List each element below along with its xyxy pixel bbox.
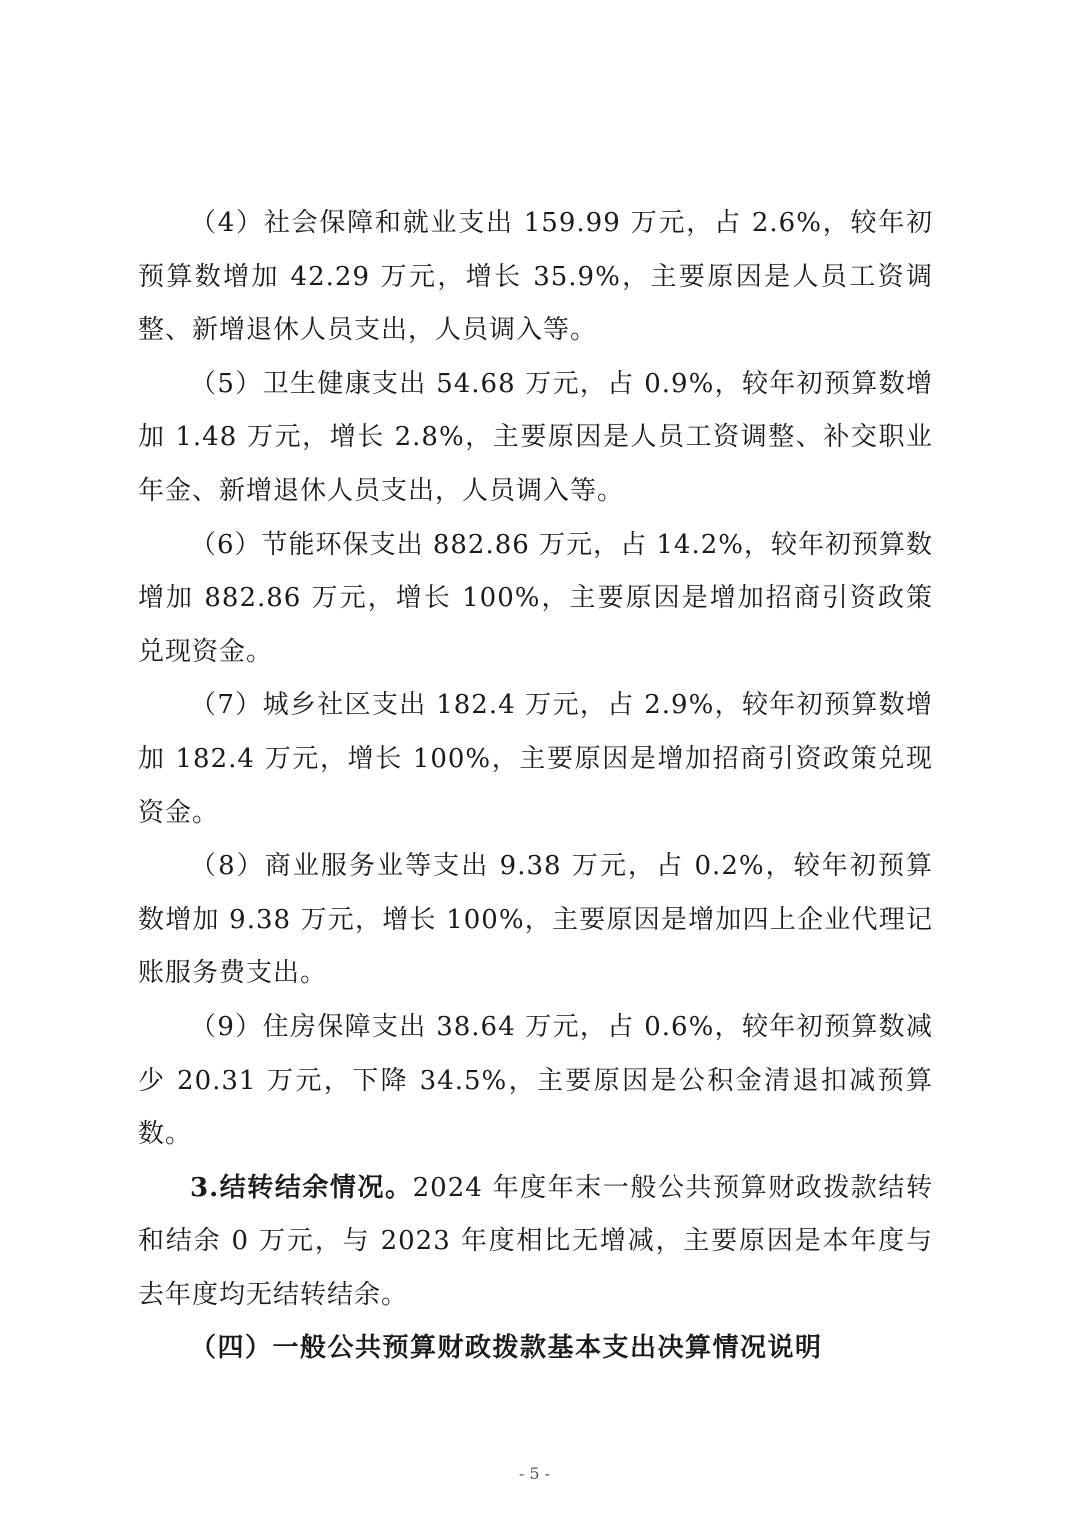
carryover-text: 2024 年度年末一般公共预算财政拨款结转和结余 0 万元，与 2023 年度相比无增减，主要原因是本年度与去年度均无结转结余。 xyxy=(138,1172,933,1310)
paragraph-carryover xyxy=(138,1162,933,1323)
document-body xyxy=(138,197,933,1376)
section-heading: （四）一般公共预算财政拨款基本支出决算情况说明 xyxy=(190,1333,823,1364)
paragraph-health: （5）卫生健康支出 54.68 万元，占 0.9%，较年初预算数增加 1.48 万元，增长 2.8%，主要原因是人员工资调整、补交职业年金、新增退休人员支出，人员调入等。 xyxy=(138,368,933,506)
paragraph-housing: （9）住房保障支出 38.64 万元，占 0.6%，较年初预算数减少 20.31 万元，下降 34.5%，主要原因是公积金清退扣减预算数。 xyxy=(138,1011,933,1150)
paragraph-commerce-services: （8）商业服务业等支出 9.38 万元，占 0.2%，较年初预算数增加 9.38 万元，增长 100%，主要原因是增加四上企业代理记账服务费支出。 xyxy=(138,851,933,989)
page-number: - 5 - xyxy=(518,1464,551,1483)
paragraph-social-security: （4）社会保障和就业支出 159.99 万元，占 2.6%，较年初预算数增加 42.29 万元，增长 35.9%，主要原因是人员工资调整、新增退休人员支出，人员调入等。 xyxy=(138,208,933,346)
paragraph-urban-rural: （7）城乡社区支出 182.4 万元，占 2.9%，较年初预算数增加 182.4 万元，增长 100%，主要原因是增加招商引资政策兑现资金。 xyxy=(138,690,933,828)
carryover-lead: 3.结转结余情况。 xyxy=(190,1172,413,1203)
paragraph-energy-environment: （6）节能环保支出 882.86 万元，占 14.2%，较年初预算数增加 882.86 万元，增长 100%，主要原因是增加招商引资政策兑现资金。 xyxy=(138,529,933,667)
